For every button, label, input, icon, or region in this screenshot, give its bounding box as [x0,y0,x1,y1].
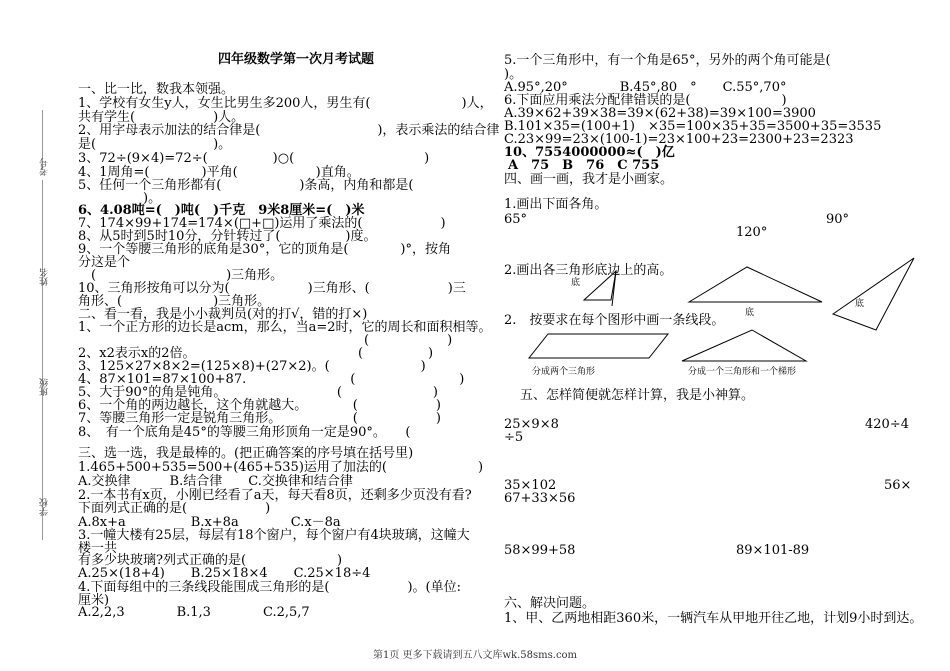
choice-question: 楼一共 [78,541,118,556]
base-label: 底 [855,299,865,309]
choice-question: )。 [504,67,523,82]
judge-item: ( ) [78,333,453,348]
draw-task: 2. 按要求在每个图形中画一条线段。 [504,313,725,328]
draw-task: 1.画出下面各角。 [504,197,608,212]
judge-item: 4、87×101=87×100+87. ( ) [78,372,465,387]
question-line: 6、4.08吨=( )吨( )千克 9米8厘米=( )米 [78,203,365,218]
question-line: 2、用字母表示加法的结合律是( )，表示乘法的结合律 [78,123,500,138]
question-line: ( )三角形。 [78,268,284,283]
choice-options: A.8x+a B.x+8a C.x－8a [78,515,341,530]
margin-label-exam-no: 考号 [40,158,50,176]
choice-options: A.交换律 B.结合律 C.交换律和结合律 [78,474,353,489]
judge-item: 5、大于90°的角是钝角。 ( ) [78,385,438,400]
calc-item: 35×102 [504,478,557,493]
margin-label-school: 学校 [40,498,50,516]
question-line: 分这是个 [78,255,131,270]
choice-option-c: C.23×99=23×(100-1)=23×100+23=2300+23=2323 [504,132,854,147]
choice-option-b: B.101×35=(100+1) ×35=100×35+35=3500+35=3535 [504,119,882,134]
choice-options: A.95°,20° B.45°,80 ° C.55°,70° [504,80,787,95]
calc-item: 67+33×56 [504,491,576,506]
angle-label: 90° [826,212,850,227]
margin-label-class: 班级 [40,378,50,396]
question-line: 1、学校有女生y人，女生比男生多200人，男生有( )人， [78,96,493,111]
choice-question: 3.一幢大楼有25层，每层有18个窗户，每个窗户有4块玻璃，这幢大 [78,528,470,543]
calc-item: 25×9×8 [504,417,559,432]
page-footer: 第1页 更多下载请到五八文库wk.58sms.com [372,650,578,661]
judge-item: 3、125×27×8×2=(125×8)+(27×2)。( ) [78,359,426,374]
question-line: 9、一个等腰三角形的底角是30°，它的顶角是( )°，按角 [78,242,451,257]
page-title: 四年级数学第一次月考试题 [218,52,375,67]
choice-options: A.25×(18+4) B.25×18×4 C.25×18÷4 [78,566,371,581]
angle-label: 65° [504,212,528,227]
question-line: 共有学生( )人。 [78,110,245,125]
base-label: 底 [571,278,581,288]
choice-question: 1.465+500+535=500+(465+535)运用了加法的( ) [78,460,484,475]
choice-question: 有多少块玻璃?列式正确的是( ) [78,553,343,568]
section-4-heading: 四、画一画，我才是小画家。 [504,172,674,187]
choice-option-a: A.39×62+39×38=39×(62+38)=39×100=3900 [504,106,816,121]
judge-item: 7、等腰三角形一定是锐角三角形。 ( ) [78,411,441,426]
calc-item: 89×101-89 [736,543,810,558]
choice-question: 5.一个三角形中，有一个角是65°，另外的两个角可能是( [504,53,831,68]
judge-item: 8、 有一个底角是45°的等腰三角形顶角一定是90°。 ( [78,425,411,440]
draw-task: 2.画出各三角形底边上的高。 [504,263,673,278]
question-line: 4、1周角=( )平角( )直角。 [78,165,360,180]
question-line: 3、72÷(9×4)=72÷( )○( ) [78,151,430,166]
judge-item: 1、一个正方形的边长是acm，那么，当a=2时，它的周长和面积相等。 [78,320,492,335]
question-line: 5、任何一个三角形都有( )条高，内角和都是( [78,178,414,193]
choice-question: 4.下面每组中的三条线段能围成三角形的是( )。(单位: [78,580,461,595]
question-line: 8、从5时到5时10分，分针转过了( )度。 [78,229,377,244]
angle-label: 120° [736,225,768,240]
calc-item: 56× [884,478,912,493]
section-6-heading: 六、解决问题。 [504,596,596,611]
choice-options: A.2,2,3 B.1,3 C.2,5,7 [78,605,310,620]
calc-item: 420÷4 [865,417,909,432]
question-line: )。 [78,191,162,206]
section-3-heading: 三、选一选，我是最棒的。(把正确答案的序号填在括号里) [78,446,414,461]
judge-item: 2、x2表示x的2倍。 ( ) [78,346,434,361]
choice-options: A 75 B 76 C 755 [508,158,660,173]
choice-question: 2.一本书有x页，小刚已经看了a天，每天看8页，还剩多少页没有看? [78,488,472,503]
section-1-heading: 一、比一比，数我本领强。 [78,82,235,97]
choice-question: 10、7554000000≈( )亿 [504,145,675,160]
section-5-heading: 五、怎样简便就怎样计算，我是小神算。 [520,388,755,403]
question-line: 是( )。 [78,137,232,152]
calc-item: 58×99+58 [504,543,576,558]
choice-question: 6.下面应用乘法分配律错误的是( ) [504,93,787,108]
question-line: 10、三角形按角可以分为( )三角形、( )三 [78,281,466,296]
choice-question: 下面列式正确的是( ) [78,501,271,516]
shape-caption: 分成一个三角形和一个梯形 [688,367,797,377]
base-label: 底 [745,308,755,318]
shape-caption: 分成两个三角形 [532,367,596,377]
section-2-heading: 二、看一看，我是小小裁判员(对的打√，错的打×) [78,307,368,322]
calc-item: ÷5 [504,430,524,445]
choice-question: 厘米) [78,593,110,608]
word-problem: 1、甲、乙两地相距360米，一辆汽车从甲地开往乙地，计划9小时到达。 [504,611,923,626]
margin-label-name: 姓名 [40,268,50,286]
judge-item: 6、一个角的两边越长，这个角就越大。 ( ) [78,398,441,413]
question-line: 角形、( )三角形。 [78,294,271,309]
question-line: 7、174×99+174=174×(□+□)运用了乘法的( ) [78,216,446,231]
